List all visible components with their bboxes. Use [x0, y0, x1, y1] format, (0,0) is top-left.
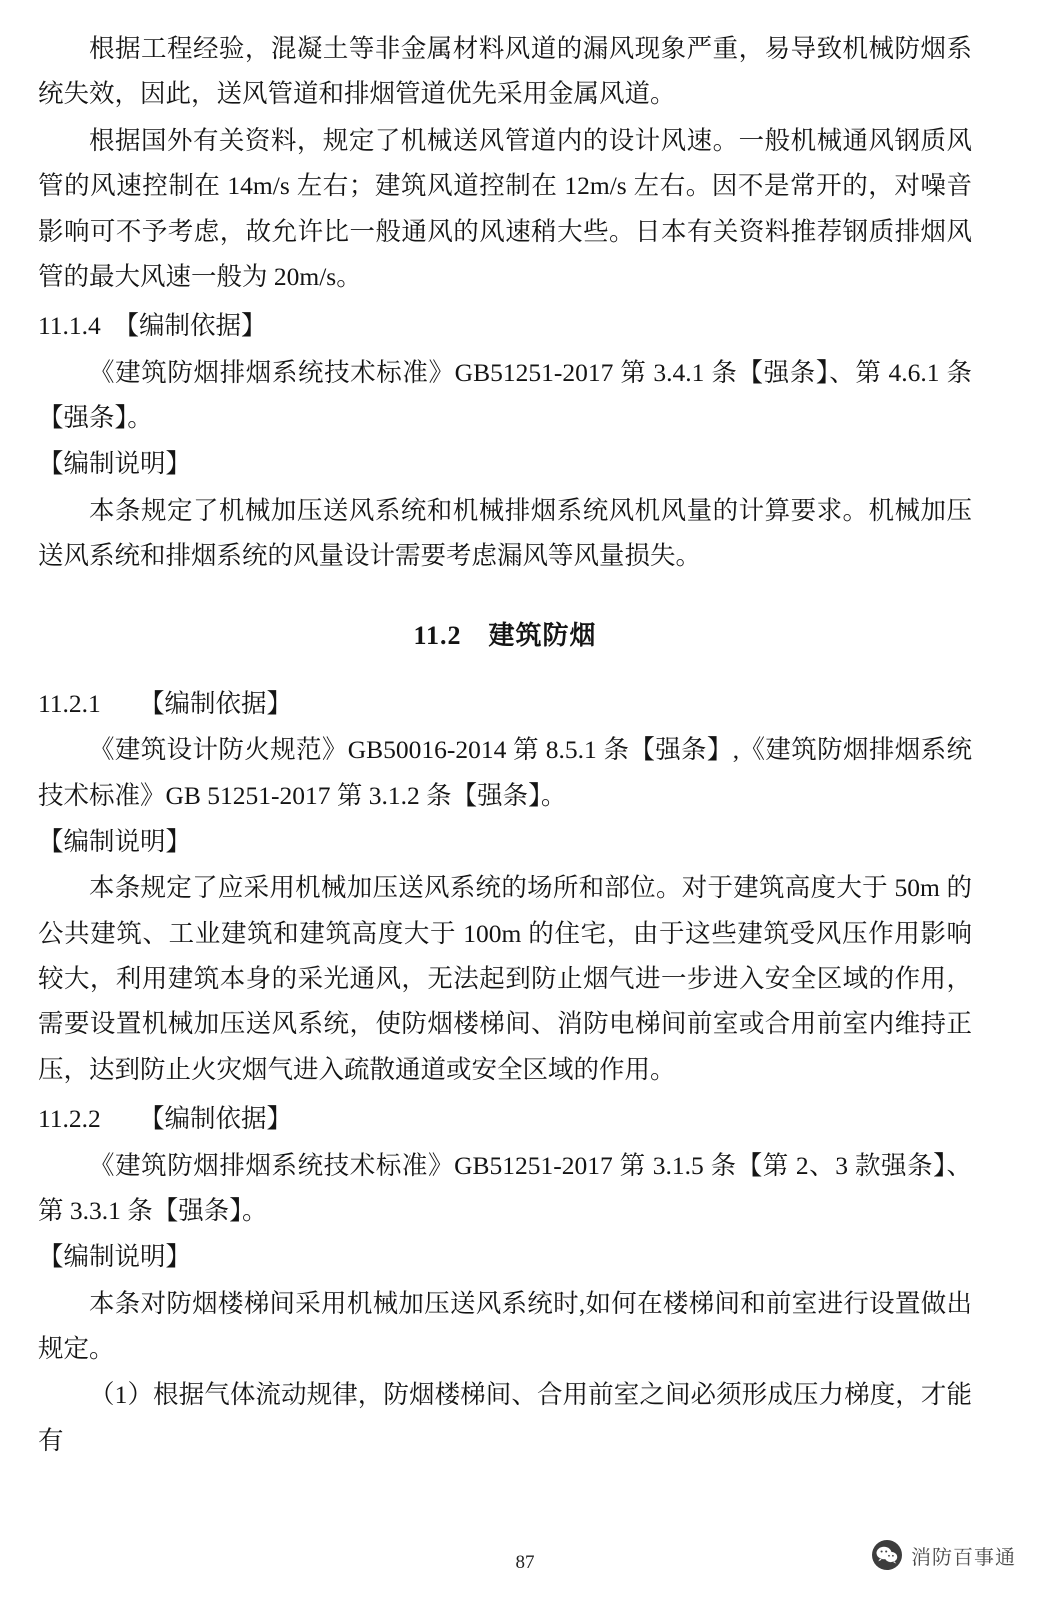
paragraph: 本条对防烟楼梯间采用机械加压送风系统时,如何在楼梯间和前室进行设置做出规定。 — [38, 1288, 972, 1364]
paragraph: 本条规定了机械加压送风系统和机械排烟系统风机风量的计算要求。机械加压送风系统和排烟系统的风量设计需要考虑漏风等风量损失。 — [38, 495, 972, 571]
watermark-label: 消防百事通 — [911, 1546, 1016, 1569]
page-number: 87 — [515, 1552, 535, 1573]
watermark — [872, 1540, 1016, 1570]
document-body — [38, 26, 972, 1463]
paragraph: 根据国外有关资料，规定了机械送风管道内的设计风速。一般机械通风钢质风管的风速控制在 14m/s 左右；建筑风道控制在 12m/s 左右。因不是常开的，对噪音影响可不予考虑，故允许比一般通风的风速稍大些。日本有关资料推荐钢质排烟风管的最大风速一般为 20m/s。 — [38, 125, 972, 291]
section-heading: 11.2 建筑防烟 — [413, 620, 597, 650]
subheading-compilation-note: 【编制说明】 — [38, 826, 192, 856]
clause-heading-11-2-1: 11.2.1 【编制依据】 — [38, 688, 293, 718]
clause-heading-11-2-2: 11.2.2 【编制依据】 — [38, 1104, 293, 1134]
paragraph: 《建筑设计防火规范》GB50016-2014 第 8.5.1 条【强条】,《建筑防烟排烟系统技术标准》GB 51251-2017 第 3.1.2 条【强条】。 — [38, 735, 972, 810]
paragraph: 《建筑防烟排烟系统技术标准》GB51251-2017 第 3.4.1 条【强条】、第 4.6.1 条【强条】。 — [38, 357, 972, 432]
paragraph: 《建筑防烟排烟系统技术标准》GB51251-2017 第 3.1.5 条【第 2、3 款强条】、第 3.3.1 条【强条】。 — [38, 1150, 972, 1225]
paragraph: 根据工程经验，混凝土等非金属材料风道的漏风现象严重，易导致机械防烟系统失效，因此，送风管道和排烟管道优先采用金属风道。 — [38, 34, 972, 109]
paragraph: （1）根据气体流动规律，防烟楼梯间、合用前室之间必须形成压力梯度，才能有 — [38, 1380, 972, 1455]
subheading-compilation-note: 【编制说明】 — [38, 1242, 192, 1272]
clause-heading-11-1-4: 11.1.4 【编制依据】 — [38, 311, 267, 341]
subheading-compilation-note: 【编制说明】 — [38, 449, 192, 479]
paragraph: 本条规定了应采用机械加压送风系统的场所和部位。对于建筑高度大于 50m 的公共建筑、工业建筑和建筑高度大于 100m 的住宅，由于这些建筑受风压作用影响较大，利用建筑本身的采光通风，无法起到防止烟气进一步进入安全区域的作用，需要设置机械加压送风系统，使防烟楼梯间、消防电梯间前室或合用前室内维持正压，达到防止火灾烟气进入疏散通道或安全区域的作用。 — [38, 873, 972, 1084]
wechat-icon — [872, 1540, 902, 1570]
